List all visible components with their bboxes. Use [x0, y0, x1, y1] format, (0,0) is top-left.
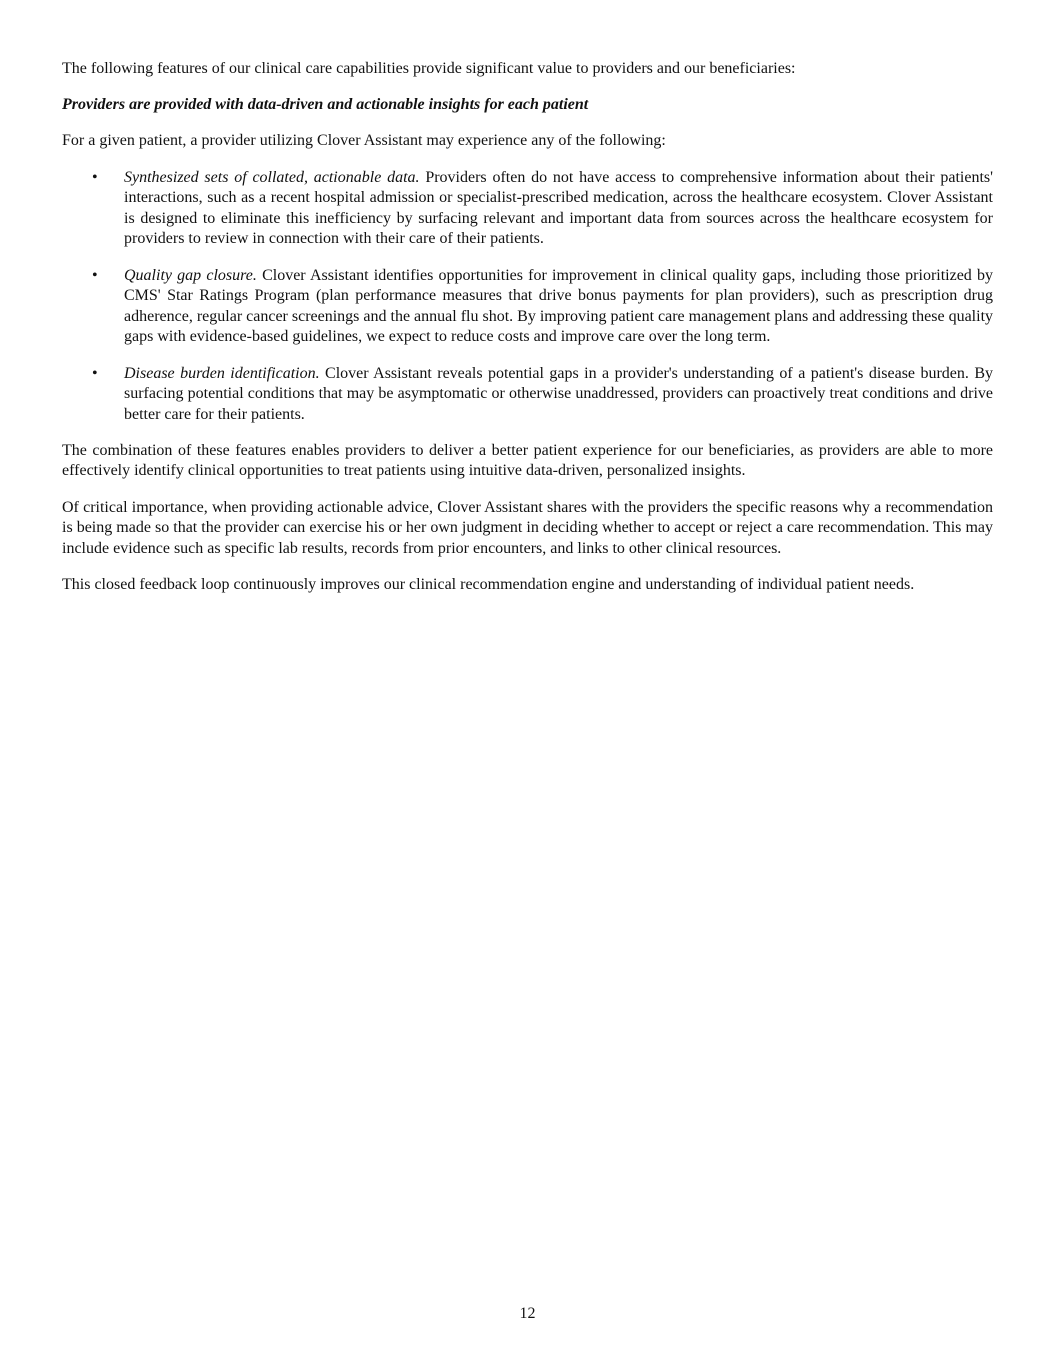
list-item	[62, 266, 993, 348]
bullet-text: Clover Assistant reveals potential gaps in a provider's understanding of a patient's disease burden. By surfacing potential conditions that may be asymptomatic or otherwise unaddressed, providers can proactively treat conditions and drive better care for their patients.	[124, 364, 993, 423]
bullet-icon: •	[92, 364, 98, 382]
bullet-title: Quality gap closure.	[124, 266, 257, 284]
list-item	[62, 168, 993, 250]
list-item	[62, 364, 993, 426]
document-body	[62, 59, 993, 611]
body-paragraph: The combination of these features enables providers to deliver a better patient experience for our beneficiaries, as providers are able to more effectively identify clinical opportunities to treat patients using intuitive data-driven, personalized insights.	[62, 441, 993, 480]
body-paragraph: Of critical importance, when providing actionable advice, Clover Assistant shares with the providers the specific reasons why a recommendation is being made so that the provider can exercise his or her own judgment in deciding whether to accept or reject a care recommendation. This may include evidence such as specific lab results, records from prior encounters, and links to other clinical resources.	[62, 498, 993, 557]
page-number: 12	[519, 1305, 536, 1322]
bullet-title: Disease burden identification.	[124, 364, 320, 382]
bullet-text: Clover Assistant identifies opportunities for improvement in clinical quality gaps, including those prioritized by CMS' Star Ratings Program (plan performance measures that drive bonus payments for plan providers), such as prescription drug adherence, regular cancer screenings and the annual flu shot. By improving patient care management plans and addressing these quality gaps with evidence-based guidelines, we expect to reduce costs and improve care over the long term.	[124, 266, 994, 346]
bullet-title: Synthesized sets of collated, actionable data.	[124, 168, 420, 186]
intro-paragraph: The following features of our clinical care capabilities provide significant value to providers and our beneficiaries:	[62, 60, 796, 77]
section-heading: Providers are provided with data-driven and actionable insights for each patient	[62, 96, 589, 114]
feature-list	[62, 168, 993, 426]
bullet-icon: •	[92, 266, 98, 284]
bullet-text: Providers often do not have access to comprehensive information about their patients' interactions, such as a recent hospital admission or specialist-prescribed medication, across the healthcare ecosystem. Clover Assistant is designed to eliminate this inefficiency by surfacing relevant and important data from sources across the healthcare ecosystem for providers to review in connection with their care of their patients.	[124, 168, 994, 248]
lead-in-paragraph: For a given patient, a provider utilizing Clover Assistant may experience any of the following:	[62, 132, 666, 150]
body-paragraph: This closed feedback loop continuously improves our clinical recommendation engine and understanding of individual patient needs.	[62, 576, 915, 594]
bullet-icon: •	[92, 168, 98, 186]
